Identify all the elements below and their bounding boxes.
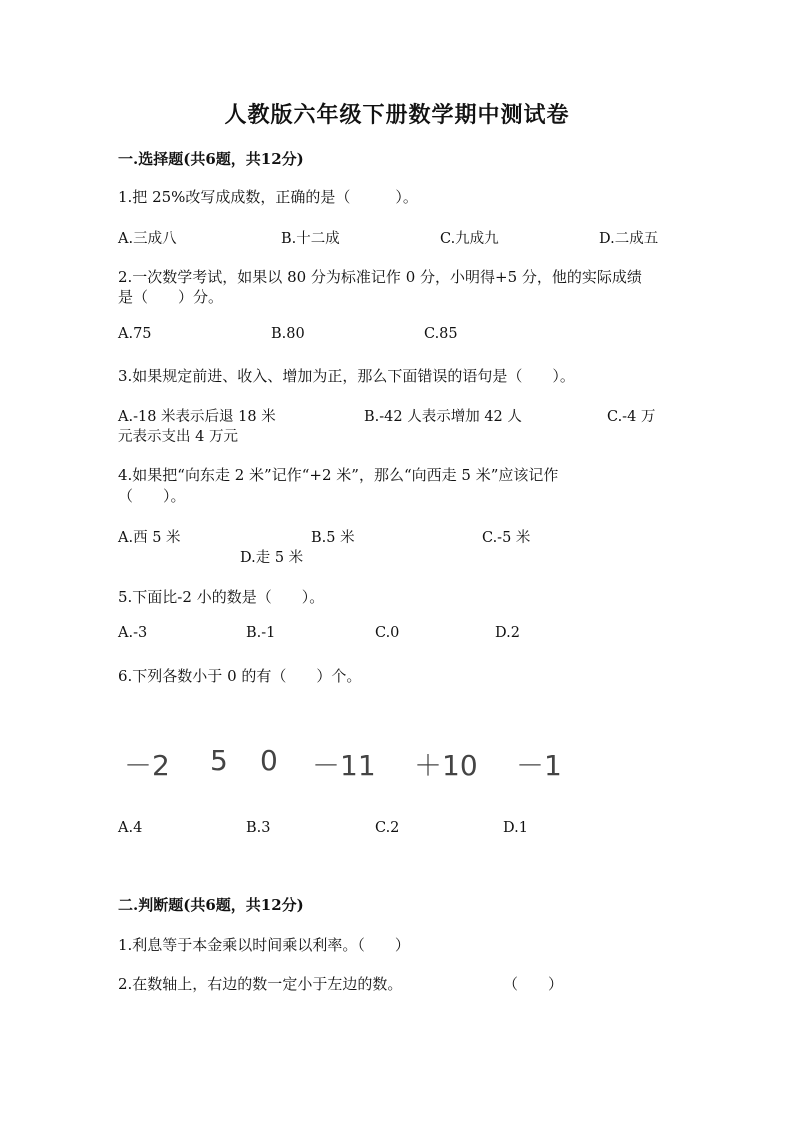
judgment-1: 1.利息等于本金乘以时间乘以利率。（ ） <box>118 936 410 954</box>
q6-option-b: B.3 <box>246 820 271 836</box>
q3-option-b: B.-42 人表示增加 42 人 <box>364 409 522 425</box>
question-6: 6.下列各数小于 0 的有（ ）个。 <box>118 667 362 685</box>
number-list <box>124 744 584 780</box>
section-heading-judgment: 二.判断题(共6题，共12分) <box>118 896 304 914</box>
q1-option-c: C.九成九 <box>440 231 499 247</box>
q2-option-c: C.85 <box>424 326 458 342</box>
q5-option-c: C.0 <box>375 625 400 641</box>
question-4-line1: 4.如果把“向东走 2 米”记作“+2 米”，那么“向西走 5 米”应该记作 <box>118 466 559 484</box>
section-heading-choice: 一.选择题(共6题，共12分) <box>118 150 304 168</box>
q4-option-d: D.走 5 米 <box>240 550 304 566</box>
question-2-line2: 是（ ）分。 <box>118 288 224 306</box>
question-4-line2: （ ）。 <box>118 487 186 505</box>
judgment-2-blank: （ ） <box>503 975 564 993</box>
q6-option-d: D.1 <box>503 820 528 836</box>
q3-option-a: A.-18 米表示后退 18 米 <box>118 409 276 425</box>
number-item: －1 <box>516 749 562 782</box>
q4-option-b: B.5 米 <box>311 530 355 546</box>
question-3: 3.如果规定前进、收入、增加为正，那么下面错误的语句是（ ）。 <box>118 367 575 385</box>
number-item: 5 <box>210 744 228 777</box>
q1-option-d: D.二成五 <box>599 231 659 247</box>
q5-option-d: D.2 <box>495 625 520 641</box>
q6-option-c: C.2 <box>375 820 400 836</box>
q1-option-b: B.十二成 <box>281 231 340 247</box>
number-item: ＋10 <box>414 749 478 782</box>
q1-option-a: A.三成八 <box>118 231 177 247</box>
q5-option-b: B.-1 <box>246 625 276 641</box>
number-item: 0 <box>260 744 278 777</box>
q3-option-c-continued: 元表示支出 4 万元 <box>118 429 238 445</box>
q5-option-a: A.-3 <box>118 625 148 641</box>
question-2-line1: 2.一次数学考试，如果以 80 分为标准记作 0 分，小明得+5 分，他的实际成绩 <box>118 268 642 286</box>
number-item: －2 <box>124 749 170 782</box>
question-1: 1.把 25%改写成成数，正确的是（ ）。 <box>118 188 418 206</box>
judgment-2: 2.在数轴上，右边的数一定小于左边的数。 <box>118 975 403 993</box>
q6-option-a: A.4 <box>118 820 143 836</box>
q4-option-c: C.-5 米 <box>482 530 531 546</box>
number-item: －11 <box>312 749 376 782</box>
q4-option-a: A.西 5 米 <box>118 530 181 546</box>
q2-option-b: B.80 <box>271 326 305 342</box>
page-title: 人教版六年级下册数学期中测试卷 <box>224 102 570 128</box>
q3-option-c: C.-4 万 <box>607 409 656 425</box>
question-5: 5.下面比-2 小的数是（ ）。 <box>118 588 325 606</box>
q2-option-a: A.75 <box>118 326 152 342</box>
